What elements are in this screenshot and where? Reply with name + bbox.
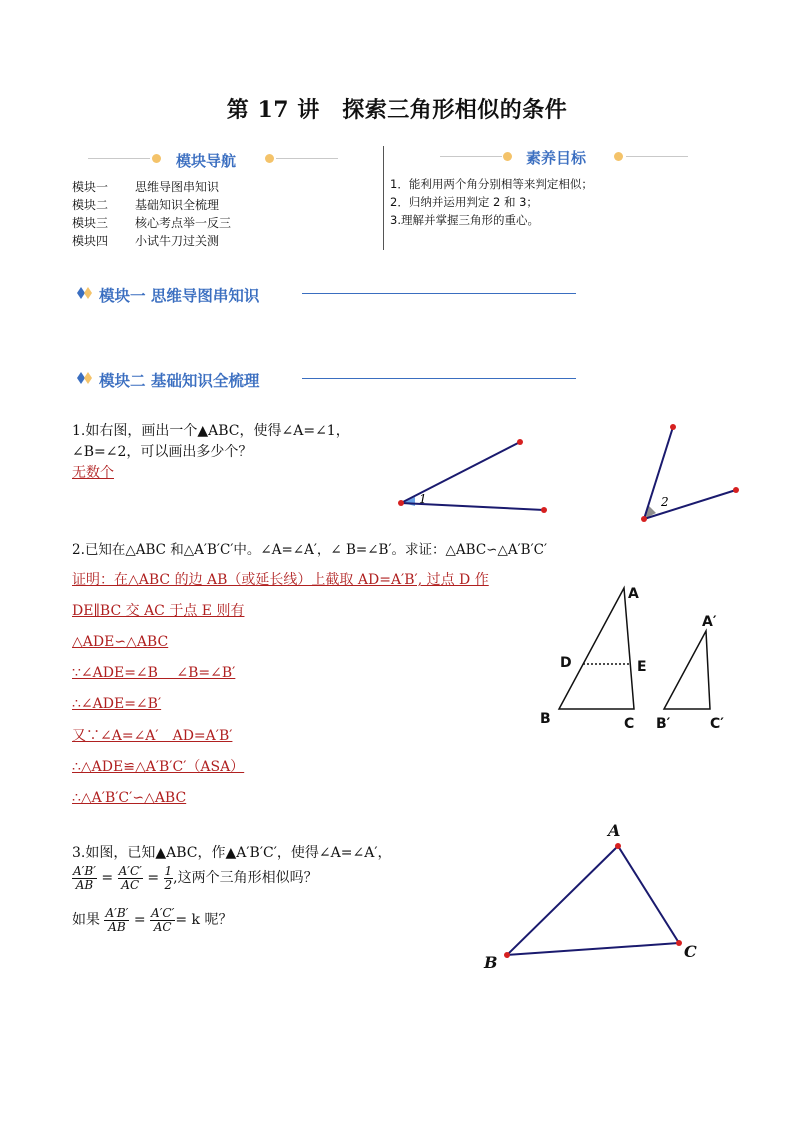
fraction-num: A′B′: [105, 905, 129, 920]
equals-sign: =: [101, 870, 114, 886]
angle-2-label: 2: [661, 495, 669, 509]
nav-item-label: 基础知识全梳理: [135, 198, 220, 212]
nav-header-dot-left: [152, 154, 161, 163]
nav-header-line-left: [88, 158, 150, 159]
proof-line: 证明：在△ABC 的边 AB（或延长线）上截取 AD=A′B′, 过点 D 作: [72, 572, 489, 588]
fraction-num: A′B′: [73, 863, 96, 878]
q2-figure: [530, 580, 740, 735]
q3-question: ,这两个三角形相似吗？: [173, 870, 318, 886]
fraction: [164, 865, 174, 892]
fraction: [104, 907, 129, 934]
section-line-1: [302, 293, 576, 294]
proof-line: ∴△A′B′C′∽△ABC: [72, 790, 187, 806]
nav-list: [72, 178, 231, 250]
nav-item: [72, 232, 231, 250]
goals-list: [390, 175, 593, 229]
q3-text-1: 3.如图，已知▲ABC，作▲A′B′C′，使得∠A=∠A′，: [72, 845, 392, 861]
goal-item: 2．归纳并运用判定 2 和 3；: [390, 195, 538, 209]
equals-sign: =: [133, 912, 146, 928]
column-divider: [383, 146, 384, 250]
nav-item: [72, 196, 231, 214]
fraction-den: AC: [153, 919, 172, 934]
label-c: C: [624, 716, 635, 732]
nav-header-line-right: [276, 158, 338, 159]
triangle-abc: [507, 846, 679, 955]
nav-item: [72, 214, 231, 232]
point: [541, 507, 547, 513]
label-e: E: [637, 659, 647, 675]
q3-text-2: [72, 864, 318, 892]
goals-header: 素养目标: [526, 149, 587, 167]
q2-text: 2.已知在△ABC 和△A′B′C′中。∠A=∠A′，∠ B=∠B′。求证：△ABC∽△A′B′C′: [72, 542, 548, 558]
goals-header-line-left: [440, 156, 502, 157]
point: [504, 952, 510, 958]
nav-item-key: 模块一: [72, 180, 109, 194]
fraction-den: AC: [121, 877, 140, 892]
point: [517, 439, 523, 445]
label-c-prime: C′: [710, 716, 724, 732]
fraction: [150, 907, 175, 934]
equals-sign: =: [147, 870, 160, 886]
label-a-prime: A′: [702, 614, 717, 630]
nav-header: 模块导航: [176, 152, 237, 170]
point: [398, 500, 404, 506]
label-a: A: [608, 821, 621, 840]
diamond-icon: [76, 371, 94, 385]
proof-line: ∵∠ADE=∠B ∠B=∠B′: [72, 665, 236, 681]
q1-figure: [380, 415, 760, 530]
goal-item: 3.理解并掌握三角形的重心。: [390, 213, 539, 227]
point: [676, 940, 682, 946]
nav-item-label: 小试牛刀过关测: [135, 234, 220, 248]
point: [641, 516, 647, 522]
q3-figure: [470, 818, 710, 978]
section-line-2: [302, 378, 576, 379]
fraction-num: A′C′: [118, 863, 142, 878]
triangle-a2b2c2: [664, 631, 710, 709]
label-c: C: [684, 942, 697, 961]
fraction-den: AB: [75, 877, 94, 892]
angle-1-label: 1: [419, 492, 427, 506]
angle-2-ray-upper: [644, 427, 673, 519]
q3-if: 如果: [72, 912, 100, 928]
q1-text-1: 1.如右图，画出一个▲ABC，使得∠A=∠1，: [72, 423, 350, 439]
q3-text-3: [72, 906, 232, 934]
label-d: D: [560, 655, 572, 671]
q1-text-2: ∠B=∠2，可以画出多少个？: [72, 444, 253, 460]
point: [615, 843, 621, 849]
label-b: B: [540, 711, 551, 727]
proof-line: ∴∠ADE=∠B′: [72, 696, 162, 712]
label-b: B: [484, 953, 498, 972]
section-title-1: 模块一 思维导图串知识: [99, 287, 260, 305]
goals-header-dot-left: [503, 152, 512, 161]
nav-item-label: 思维导图串知识: [135, 180, 220, 194]
goals-header-dot-right: [614, 152, 623, 161]
fraction-den: AB: [108, 919, 126, 934]
page-title: 第 17 讲 探索三角形相似的条件: [226, 97, 568, 123]
diamond-icon: [76, 286, 94, 300]
nav-item: [72, 178, 231, 196]
q3-question-k: = k 呢？: [175, 912, 233, 928]
goals-header-line-right: [626, 156, 688, 157]
proof-line: ∴△ADE≌△A′B′C′（ASA）: [72, 759, 245, 775]
point: [733, 487, 739, 493]
fraction: [72, 865, 97, 892]
label-b-prime: B′: [656, 716, 671, 732]
fraction-num: 1: [164, 863, 173, 878]
label-a: A: [628, 586, 639, 602]
triangle-abc: [559, 588, 634, 709]
nav-item-key: 模块二: [72, 198, 109, 212]
nav-item-label: 核心考点举一反三: [135, 216, 232, 230]
nav-item-key: 模块三: [72, 216, 109, 230]
fraction-num: A′C′: [151, 905, 175, 920]
point: [670, 424, 676, 430]
nav-header-dot-right: [265, 154, 274, 163]
goal-item: 1．能利用两个角分别相等来判定相似；: [390, 177, 593, 191]
fraction: [118, 865, 143, 892]
proof-line: DE∥BC 交 AC 于点 E 则有: [72, 603, 245, 619]
section-title-2: 模块二 基础知识全梳理: [99, 372, 260, 390]
nav-item-key: 模块四: [72, 234, 109, 248]
fraction-den: 2: [164, 877, 173, 892]
q1-answer: 无数个: [72, 465, 114, 481]
angle-2-ray-lower: [644, 490, 736, 519]
proof-line: △ADE∽△ABC: [72, 634, 169, 650]
proof-line: 又∵∠A=∠A′ AD=A′B′: [72, 728, 233, 744]
